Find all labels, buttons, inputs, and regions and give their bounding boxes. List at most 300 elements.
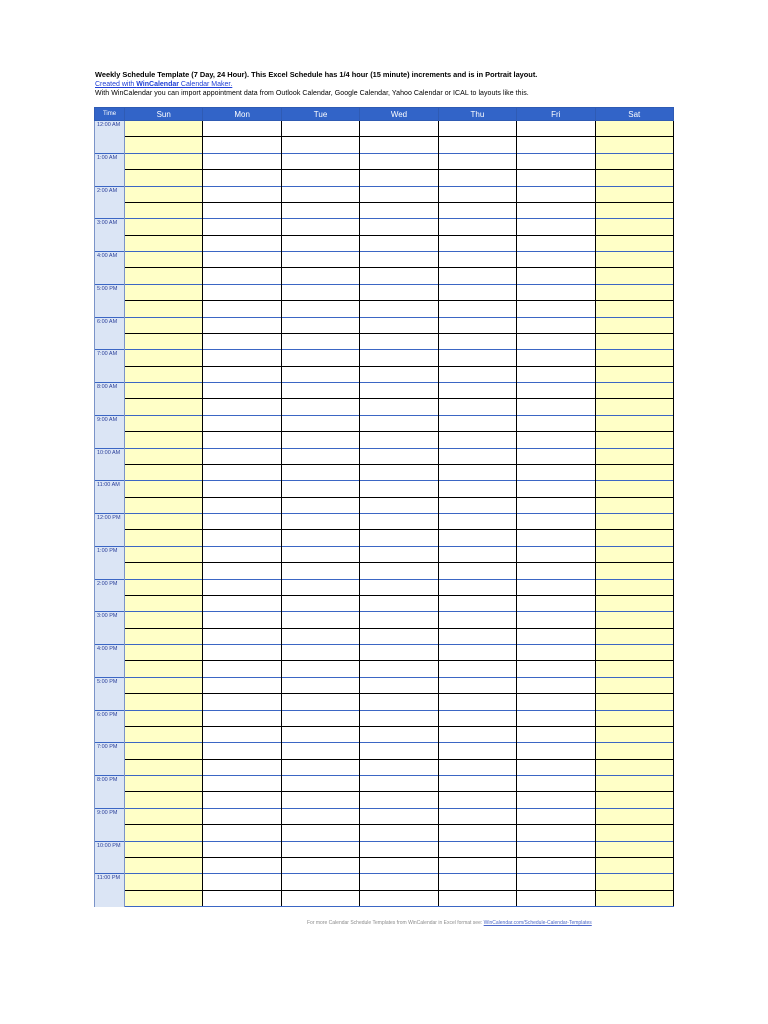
slot-cell-sun[interactable]: [125, 432, 203, 448]
slot-cell-thu[interactable]: [438, 399, 516, 415]
slot-cell-wed[interactable]: [360, 595, 438, 611]
slot-cell-sat[interactable]: [595, 137, 673, 153]
slot-cell-mon[interactable]: [203, 579, 281, 595]
slot-cell-fri[interactable]: [517, 595, 595, 611]
slot-cell-sun[interactable]: [125, 415, 203, 431]
slot-cell-mon[interactable]: [203, 170, 281, 186]
slot-cell-thu[interactable]: [438, 563, 516, 579]
slot-cell-tue[interactable]: [281, 677, 359, 693]
slot-cell-tue[interactable]: [281, 726, 359, 742]
slot-cell-tue[interactable]: [281, 170, 359, 186]
slot-cell-mon[interactable]: [203, 137, 281, 153]
slot-cell-wed[interactable]: [360, 857, 438, 873]
slot-cell-wed[interactable]: [360, 170, 438, 186]
slot-cell-tue[interactable]: [281, 464, 359, 480]
slot-cell-wed[interactable]: [360, 137, 438, 153]
slot-cell-sun[interactable]: [125, 383, 203, 399]
slot-cell-tue[interactable]: [281, 514, 359, 530]
slot-cell-thu[interactable]: [438, 759, 516, 775]
slot-cell-wed[interactable]: [360, 563, 438, 579]
slot-cell-mon[interactable]: [203, 268, 281, 284]
slot-cell-sat[interactable]: [595, 284, 673, 300]
slot-cell-sat[interactable]: [595, 235, 673, 251]
slot-cell-wed[interactable]: [360, 268, 438, 284]
slot-cell-tue[interactable]: [281, 890, 359, 906]
slot-cell-wed[interactable]: [360, 301, 438, 317]
slot-cell-mon[interactable]: [203, 808, 281, 824]
slot-cell-mon[interactable]: [203, 645, 281, 661]
slot-cell-sun[interactable]: [125, 710, 203, 726]
slot-cell-mon[interactable]: [203, 235, 281, 251]
slot-cell-tue[interactable]: [281, 383, 359, 399]
slot-cell-tue[interactable]: [281, 841, 359, 857]
slot-cell-sat[interactable]: [595, 530, 673, 546]
slot-cell-tue[interactable]: [281, 661, 359, 677]
slot-cell-sat[interactable]: [595, 759, 673, 775]
slot-cell-tue[interactable]: [281, 497, 359, 513]
slot-cell-tue[interactable]: [281, 284, 359, 300]
slot-cell-sat[interactable]: [595, 366, 673, 382]
slot-cell-sun[interactable]: [125, 530, 203, 546]
slot-cell-sat[interactable]: [595, 301, 673, 317]
slot-cell-fri[interactable]: [517, 448, 595, 464]
slot-cell-tue[interactable]: [281, 792, 359, 808]
slot-cell-tue[interactable]: [281, 645, 359, 661]
slot-cell-sun[interactable]: [125, 366, 203, 382]
slot-cell-sun[interactable]: [125, 759, 203, 775]
slot-cell-sun[interactable]: [125, 153, 203, 169]
slot-cell-fri[interactable]: [517, 579, 595, 595]
slot-cell-sun[interactable]: [125, 514, 203, 530]
slot-cell-tue[interactable]: [281, 399, 359, 415]
slot-cell-thu[interactable]: [438, 432, 516, 448]
slot-cell-sun[interactable]: [125, 563, 203, 579]
slot-cell-wed[interactable]: [360, 317, 438, 333]
slot-cell-fri[interactable]: [517, 808, 595, 824]
slot-cell-thu[interactable]: [438, 530, 516, 546]
slot-cell-thu[interactable]: [438, 743, 516, 759]
slot-cell-sat[interactable]: [595, 481, 673, 497]
slot-cell-tue[interactable]: [281, 694, 359, 710]
slot-cell-mon[interactable]: [203, 481, 281, 497]
slot-cell-tue[interactable]: [281, 612, 359, 628]
slot-cell-mon[interactable]: [203, 825, 281, 841]
slot-cell-sat[interactable]: [595, 628, 673, 644]
slot-cell-thu[interactable]: [438, 350, 516, 366]
slot-cell-mon[interactable]: [203, 563, 281, 579]
slot-cell-sat[interactable]: [595, 202, 673, 218]
slot-cell-tue[interactable]: [281, 252, 359, 268]
slot-cell-tue[interactable]: [281, 186, 359, 202]
slot-cell-wed[interactable]: [360, 694, 438, 710]
slot-cell-mon[interactable]: [203, 448, 281, 464]
slot-cell-thu[interactable]: [438, 579, 516, 595]
slot-cell-thu[interactable]: [438, 219, 516, 235]
slot-cell-sun[interactable]: [125, 890, 203, 906]
slot-cell-sat[interactable]: [595, 694, 673, 710]
slot-cell-sat[interactable]: [595, 825, 673, 841]
slot-cell-thu[interactable]: [438, 645, 516, 661]
slot-cell-fri[interactable]: [517, 137, 595, 153]
slot-cell-sat[interactable]: [595, 170, 673, 186]
slot-cell-thu[interactable]: [438, 841, 516, 857]
slot-cell-sun[interactable]: [125, 792, 203, 808]
slot-cell-fri[interactable]: [517, 726, 595, 742]
slot-cell-sun[interactable]: [125, 317, 203, 333]
slot-cell-fri[interactable]: [517, 792, 595, 808]
slot-cell-fri[interactable]: [517, 874, 595, 890]
slot-cell-wed[interactable]: [360, 202, 438, 218]
slot-cell-sun[interactable]: [125, 825, 203, 841]
slot-cell-sun[interactable]: [125, 252, 203, 268]
slot-cell-thu[interactable]: [438, 137, 516, 153]
slot-cell-thu[interactable]: [438, 890, 516, 906]
slot-cell-mon[interactable]: [203, 202, 281, 218]
slot-cell-wed[interactable]: [360, 874, 438, 890]
slot-cell-sun[interactable]: [125, 808, 203, 824]
slot-cell-sun[interactable]: [125, 874, 203, 890]
slot-cell-sat[interactable]: [595, 726, 673, 742]
slot-cell-thu[interactable]: [438, 792, 516, 808]
slot-cell-tue[interactable]: [281, 121, 359, 137]
slot-cell-sun[interactable]: [125, 121, 203, 137]
slot-cell-sun[interactable]: [125, 448, 203, 464]
slot-cell-mon[interactable]: [203, 661, 281, 677]
slot-cell-sun[interactable]: [125, 857, 203, 873]
slot-cell-mon[interactable]: [203, 726, 281, 742]
slot-cell-thu[interactable]: [438, 121, 516, 137]
slot-cell-sun[interactable]: [125, 235, 203, 251]
slot-cell-mon[interactable]: [203, 301, 281, 317]
slot-cell-fri[interactable]: [517, 546, 595, 562]
slot-cell-sun[interactable]: [125, 595, 203, 611]
slot-cell-fri[interactable]: [517, 121, 595, 137]
slot-cell-tue[interactable]: [281, 743, 359, 759]
slot-cell-tue[interactable]: [281, 857, 359, 873]
slot-cell-fri[interactable]: [517, 383, 595, 399]
slot-cell-wed[interactable]: [360, 710, 438, 726]
slot-cell-sat[interactable]: [595, 563, 673, 579]
slot-cell-thu[interactable]: [438, 825, 516, 841]
slot-cell-fri[interactable]: [517, 481, 595, 497]
slot-cell-thu[interactable]: [438, 726, 516, 742]
slot-cell-fri[interactable]: [517, 432, 595, 448]
slot-cell-tue[interactable]: [281, 235, 359, 251]
slot-cell-thu[interactable]: [438, 448, 516, 464]
slot-cell-tue[interactable]: [281, 710, 359, 726]
slot-cell-thu[interactable]: [438, 661, 516, 677]
slot-cell-sun[interactable]: [125, 612, 203, 628]
slot-cell-mon[interactable]: [203, 383, 281, 399]
slot-cell-fri[interactable]: [517, 170, 595, 186]
slot-cell-sun[interactable]: [125, 481, 203, 497]
slot-cell-fri[interactable]: [517, 710, 595, 726]
slot-cell-wed[interactable]: [360, 890, 438, 906]
slot-cell-fri[interactable]: [517, 415, 595, 431]
slot-cell-tue[interactable]: [281, 333, 359, 349]
slot-cell-thu[interactable]: [438, 301, 516, 317]
slot-cell-wed[interactable]: [360, 383, 438, 399]
slot-cell-mon[interactable]: [203, 514, 281, 530]
slot-cell-fri[interactable]: [517, 530, 595, 546]
slot-cell-mon[interactable]: [203, 333, 281, 349]
slot-cell-mon[interactable]: [203, 153, 281, 169]
slot-cell-mon[interactable]: [203, 219, 281, 235]
slot-cell-sat[interactable]: [595, 121, 673, 137]
slot-cell-tue[interactable]: [281, 350, 359, 366]
slot-cell-thu[interactable]: [438, 383, 516, 399]
slot-cell-fri[interactable]: [517, 841, 595, 857]
slot-cell-mon[interactable]: [203, 366, 281, 382]
slot-cell-fri[interactable]: [517, 612, 595, 628]
slot-cell-wed[interactable]: [360, 252, 438, 268]
slot-cell-sun[interactable]: [125, 170, 203, 186]
slot-cell-sun[interactable]: [125, 464, 203, 480]
slot-cell-tue[interactable]: [281, 268, 359, 284]
slot-cell-sat[interactable]: [595, 317, 673, 333]
slot-cell-sat[interactable]: [595, 874, 673, 890]
slot-cell-fri[interactable]: [517, 857, 595, 873]
slot-cell-sun[interactable]: [125, 333, 203, 349]
slot-cell-sat[interactable]: [595, 546, 673, 562]
slot-cell-sat[interactable]: [595, 661, 673, 677]
slot-cell-sat[interactable]: [595, 153, 673, 169]
slot-cell-wed[interactable]: [360, 464, 438, 480]
slot-cell-mon[interactable]: [203, 776, 281, 792]
slot-cell-fri[interactable]: [517, 186, 595, 202]
slot-cell-wed[interactable]: [360, 661, 438, 677]
slot-cell-mon[interactable]: [203, 890, 281, 906]
slot-cell-sat[interactable]: [595, 710, 673, 726]
slot-cell-fri[interactable]: [517, 661, 595, 677]
slot-cell-thu[interactable]: [438, 612, 516, 628]
slot-cell-wed[interactable]: [360, 333, 438, 349]
slot-cell-fri[interactable]: [517, 235, 595, 251]
slot-cell-sun[interactable]: [125, 350, 203, 366]
slot-cell-wed[interactable]: [360, 235, 438, 251]
slot-cell-mon[interactable]: [203, 530, 281, 546]
slot-cell-wed[interactable]: [360, 497, 438, 513]
slot-cell-fri[interactable]: [517, 825, 595, 841]
slot-cell-mon[interactable]: [203, 284, 281, 300]
slot-cell-wed[interactable]: [360, 399, 438, 415]
slot-cell-tue[interactable]: [281, 759, 359, 775]
slot-cell-sat[interactable]: [595, 645, 673, 661]
slot-cell-thu[interactable]: [438, 252, 516, 268]
slot-cell-wed[interactable]: [360, 825, 438, 841]
slot-cell-thu[interactable]: [438, 202, 516, 218]
slot-cell-thu[interactable]: [438, 628, 516, 644]
slot-cell-tue[interactable]: [281, 628, 359, 644]
slot-cell-wed[interactable]: [360, 219, 438, 235]
slot-cell-fri[interactable]: [517, 743, 595, 759]
slot-cell-mon[interactable]: [203, 743, 281, 759]
slot-cell-thu[interactable]: [438, 514, 516, 530]
slot-cell-sun[interactable]: [125, 776, 203, 792]
slot-cell-sun[interactable]: [125, 645, 203, 661]
slot-cell-fri[interactable]: [517, 514, 595, 530]
slot-cell-sun[interactable]: [125, 284, 203, 300]
slot-cell-wed[interactable]: [360, 841, 438, 857]
slot-cell-tue[interactable]: [281, 317, 359, 333]
slot-cell-tue[interactable]: [281, 579, 359, 595]
slot-cell-thu[interactable]: [438, 464, 516, 480]
slot-cell-sun[interactable]: [125, 497, 203, 513]
slot-cell-fri[interactable]: [517, 464, 595, 480]
slot-cell-sat[interactable]: [595, 776, 673, 792]
slot-cell-sat[interactable]: [595, 383, 673, 399]
slot-cell-mon[interactable]: [203, 317, 281, 333]
slot-cell-mon[interactable]: [203, 857, 281, 873]
slot-cell-thu[interactable]: [438, 546, 516, 562]
slot-cell-sun[interactable]: [125, 219, 203, 235]
slot-cell-sat[interactable]: [595, 497, 673, 513]
slot-cell-fri[interactable]: [517, 366, 595, 382]
slot-cell-tue[interactable]: [281, 563, 359, 579]
slot-cell-mon[interactable]: [203, 497, 281, 513]
slot-cell-wed[interactable]: [360, 350, 438, 366]
slot-cell-sat[interactable]: [595, 186, 673, 202]
slot-cell-thu[interactable]: [438, 366, 516, 382]
slot-cell-tue[interactable]: [281, 153, 359, 169]
slot-cell-wed[interactable]: [360, 645, 438, 661]
slot-cell-sun[interactable]: [125, 677, 203, 693]
slot-cell-fri[interactable]: [517, 219, 595, 235]
slot-cell-wed[interactable]: [360, 415, 438, 431]
slot-cell-sun[interactable]: [125, 202, 203, 218]
slot-cell-tue[interactable]: [281, 219, 359, 235]
slot-cell-fri[interactable]: [517, 301, 595, 317]
slot-cell-tue[interactable]: [281, 481, 359, 497]
slot-cell-mon[interactable]: [203, 759, 281, 775]
slot-cell-wed[interactable]: [360, 792, 438, 808]
slot-cell-wed[interactable]: [360, 153, 438, 169]
slot-cell-fri[interactable]: [517, 776, 595, 792]
slot-cell-sat[interactable]: [595, 857, 673, 873]
slot-cell-tue[interactable]: [281, 415, 359, 431]
slot-cell-mon[interactable]: [203, 350, 281, 366]
slot-cell-sat[interactable]: [595, 399, 673, 415]
slot-cell-sat[interactable]: [595, 579, 673, 595]
slot-cell-wed[interactable]: [360, 743, 438, 759]
slot-cell-sat[interactable]: [595, 792, 673, 808]
slot-cell-thu[interactable]: [438, 415, 516, 431]
slot-cell-mon[interactable]: [203, 252, 281, 268]
slot-cell-thu[interactable]: [438, 710, 516, 726]
slot-cell-wed[interactable]: [360, 448, 438, 464]
slot-cell-fri[interactable]: [517, 153, 595, 169]
slot-cell-thu[interactable]: [438, 235, 516, 251]
slot-cell-fri[interactable]: [517, 645, 595, 661]
slot-cell-sun[interactable]: [125, 628, 203, 644]
slot-cell-sun[interactable]: [125, 301, 203, 317]
slot-cell-tue[interactable]: [281, 137, 359, 153]
slot-cell-sat[interactable]: [595, 350, 673, 366]
slot-cell-thu[interactable]: [438, 284, 516, 300]
slot-cell-thu[interactable]: [438, 677, 516, 693]
slot-cell-fri[interactable]: [517, 759, 595, 775]
slot-cell-sat[interactable]: [595, 743, 673, 759]
slot-cell-wed[interactable]: [360, 514, 438, 530]
slot-cell-fri[interactable]: [517, 497, 595, 513]
slot-cell-mon[interactable]: [203, 677, 281, 693]
slot-cell-sat[interactable]: [595, 268, 673, 284]
slot-cell-sat[interactable]: [595, 841, 673, 857]
slot-cell-wed[interactable]: [360, 628, 438, 644]
slot-cell-sat[interactable]: [595, 677, 673, 693]
slot-cell-mon[interactable]: [203, 841, 281, 857]
slot-cell-wed[interactable]: [360, 366, 438, 382]
slot-cell-wed[interactable]: [360, 530, 438, 546]
footer-link[interactable]: WinCalendar.com/Schedule-Calendar-Templates: [483, 920, 592, 926]
slot-cell-fri[interactable]: [517, 202, 595, 218]
slot-cell-fri[interactable]: [517, 252, 595, 268]
slot-cell-thu[interactable]: [438, 808, 516, 824]
slot-cell-sat[interactable]: [595, 464, 673, 480]
slot-cell-fri[interactable]: [517, 890, 595, 906]
slot-cell-sat[interactable]: [595, 252, 673, 268]
slot-cell-sun[interactable]: [125, 743, 203, 759]
slot-cell-wed[interactable]: [360, 612, 438, 628]
slot-cell-sun[interactable]: [125, 841, 203, 857]
slot-cell-thu[interactable]: [438, 595, 516, 611]
slot-cell-wed[interactable]: [360, 759, 438, 775]
slot-cell-wed[interactable]: [360, 121, 438, 137]
slot-cell-mon[interactable]: [203, 612, 281, 628]
slot-cell-thu[interactable]: [438, 481, 516, 497]
slot-cell-tue[interactable]: [281, 546, 359, 562]
slot-cell-sun[interactable]: [125, 546, 203, 562]
slot-cell-wed[interactable]: [360, 481, 438, 497]
slot-cell-wed[interactable]: [360, 808, 438, 824]
slot-cell-mon[interactable]: [203, 432, 281, 448]
slot-cell-sat[interactable]: [595, 415, 673, 431]
slot-cell-sat[interactable]: [595, 612, 673, 628]
slot-cell-thu[interactable]: [438, 153, 516, 169]
slot-cell-mon[interactable]: [203, 186, 281, 202]
slot-cell-thu[interactable]: [438, 333, 516, 349]
slot-cell-fri[interactable]: [517, 677, 595, 693]
slot-cell-tue[interactable]: [281, 530, 359, 546]
slot-cell-wed[interactable]: [360, 284, 438, 300]
slot-cell-sat[interactable]: [595, 333, 673, 349]
slot-cell-sat[interactable]: [595, 890, 673, 906]
slot-cell-fri[interactable]: [517, 694, 595, 710]
slot-cell-thu[interactable]: [438, 268, 516, 284]
slot-cell-thu[interactable]: [438, 857, 516, 873]
slot-cell-fri[interactable]: [517, 333, 595, 349]
slot-cell-thu[interactable]: [438, 874, 516, 890]
slot-cell-wed[interactable]: [360, 776, 438, 792]
slot-cell-fri[interactable]: [517, 317, 595, 333]
slot-cell-tue[interactable]: [281, 825, 359, 841]
slot-cell-thu[interactable]: [438, 694, 516, 710]
slot-cell-wed[interactable]: [360, 677, 438, 693]
slot-cell-tue[interactable]: [281, 366, 359, 382]
slot-cell-sun[interactable]: [125, 186, 203, 202]
slot-cell-mon[interactable]: [203, 694, 281, 710]
slot-cell-sun[interactable]: [125, 399, 203, 415]
slot-cell-wed[interactable]: [360, 726, 438, 742]
slot-cell-mon[interactable]: [203, 415, 281, 431]
slot-cell-fri[interactable]: [517, 563, 595, 579]
slot-cell-mon[interactable]: [203, 628, 281, 644]
slot-cell-sun[interactable]: [125, 579, 203, 595]
slot-cell-mon[interactable]: [203, 546, 281, 562]
slot-cell-tue[interactable]: [281, 301, 359, 317]
slot-cell-wed[interactable]: [360, 546, 438, 562]
slot-cell-fri[interactable]: [517, 399, 595, 415]
